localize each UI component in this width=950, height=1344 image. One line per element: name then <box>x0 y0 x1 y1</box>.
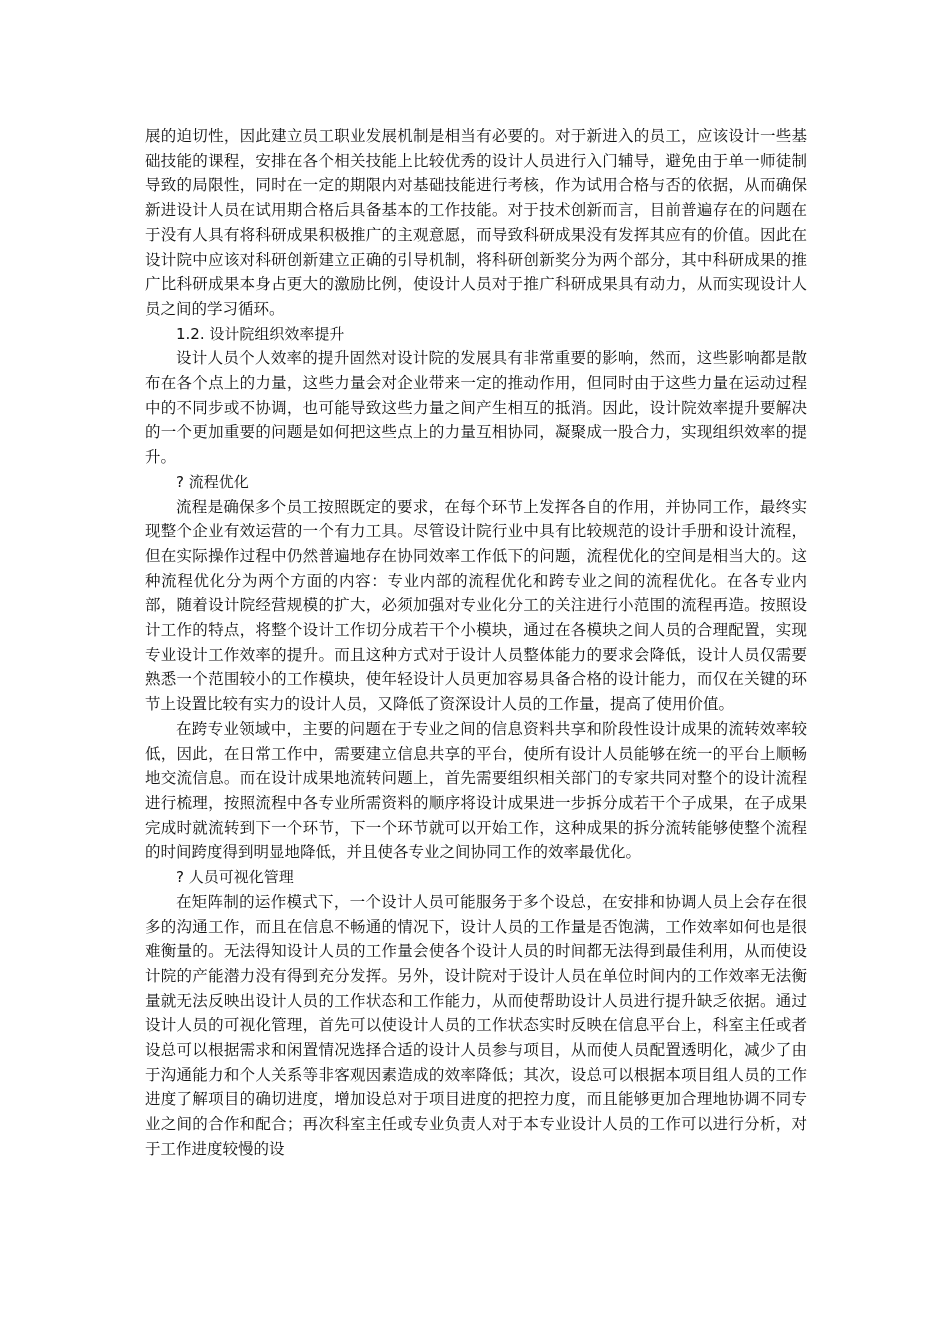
paragraph-org-efficiency: 设计人员个人效率的提升固然对设计院的发展具有非常重要的影响，然而，这些影响都是散布在各个点上的力量，这些力量会对企业带来一定的推动作用，但同时由于这些力量在运动过程中的不同步或不协调，也可能导致这些力量之间产生相互的抵消。因此，设计院效率提升要解决的一个更加重要的问题是如何把这些点上的力量互相协同，凝聚成一股合力，实现组织效率的提升。 <box>145 349 807 467</box>
paragraph-process-optimization: 流程是确保多个员工按照既定的要求，在每个环节上发挥各自的作用，并协同工作，最终实现整个企业有效运营的一个有力工具。尽管设计院行业中具有比较规范的设计手册和设计流程，但在实际操作过程中仍然普遍地存在协同效率工作低下的问题，流程优化的空间是相当大的。这种流程优化分为两个方面的内容：专业内部的流程优化和跨专业之间的流程优化。在各专业内部，随着设计院经营规模的扩大，必须加强对专业化分工的关注进行小范围的流程再造。按照设计工作的特点，将整个设计工作切分成若干个小模块，通过在各模块之间人员的合理配置，实现专业设计工作效率的提升。而且这种方式对于设计人员整体能力的要求会降低，设计人员仅需要熟悉一个范围较小的工作模块，使年轻设计人员更加容易具备合格的设计能力，而仅在关键的环节上设置比较有实力的设计人员，又降低了资深设计人员的工作量，提高了使用价值。 <box>145 497 807 714</box>
section-heading-org-efficiency: 1.2. 设计院组织效率提升 <box>176 324 345 343</box>
paragraph-cross-discipline: 在跨专业领域中，主要的问题在于专业之间的信息资料共享和阶段性设计成果的流转效率较低，因此，在日常工作中，需要建立信息共享的平台，使所有设计人员能够在统一的平台上顺畅地交流信息。而在设计成果地流转问题上，首先需要组织相关部门的专家共同对整个的设计流程进行梳理，按照流程中各专业所需资料的顺序将设计成果进一步拆分成若干个子成果，在子成果完成时就流转到下一个环节，下一个环节就可以开始工作，这种成果的拆分流转能够使整个流程的时间跨度得到明显地降低，并且使各专业之间协同工作的效率最优化。 <box>145 719 807 862</box>
paragraph-visual-management: 在矩阵制的运作模式下，一个设计人员可能服务于多个设总，在安排和协调人员上会存在很多的沟通工作，而且在信息不畅通的情况下，设计人员的工作量是否饱满，工作效率如何也是很难衡量的。无法得知设计人员的工作量会使各个设计人员的时间都无法得到最佳利用，从而使设计院的产能潜力没有得到充分发挥。另外，设计院对于设计人员在单位时间内的工作效率无法衡量就无法反映出设计人员的工作状态和工作能力，从而使帮助设计人员进行提升缺乏依据。通过设计人员的可视化管理，首先可以使设计人员的工作状态实时反映在信息平台上，科室主任或者设总可以根据需求和闲置情况选择合适的设计人员参与项目，从而使人员配置透明化，减少了由于沟通能力和个人关系等非客观因素造成的效率降低；其次，设总可以根据本项目组人员的工作进度了解项目的确切进度，增加设总对于项目进度的把控力度，而且能够更加合理地协调不同专业之间的合作和配合；再次科室主任或专业负责人对于本专业设计人员的工作可以进行分析，对于工作进度较慢的设 <box>145 892 807 1158</box>
paragraph-career-development: 展的迫切性，因此建立员工职业发展机制是相当有必要的。对于新进入的员工，应该设计一些基础技能的课程，安排在各个相关技能上比较优秀的设计人员进行入门辅导，避免由于单一师徒制导致的局限性，同时在一定的期限内对基础技能进行考核，作为试用合格与否的依据，从而确保新进设计人员在试用期合格后具备基本的工作技能。对于技术创新而言，目前普遍存在的问题在于没有人具有将科研成果积极推广的主观意愿，而导致科研成果没有发挥其应有的价值。因此在设计院中应该对科研创新建立正确的引导机制，将科研创新奖分为两个部分，其中科研成果的推广比科研成果本身占更大的激励比例，使设计人员对于推广科研成果具有动力，从而实现设计人员之间的学习循环。 <box>145 127 807 318</box>
subheading-process-optimization: ? 流程优化 <box>176 472 249 491</box>
document-body <box>145 124 807 1162</box>
subheading-visual-management: ? 人员可视化管理 <box>176 868 294 887</box>
